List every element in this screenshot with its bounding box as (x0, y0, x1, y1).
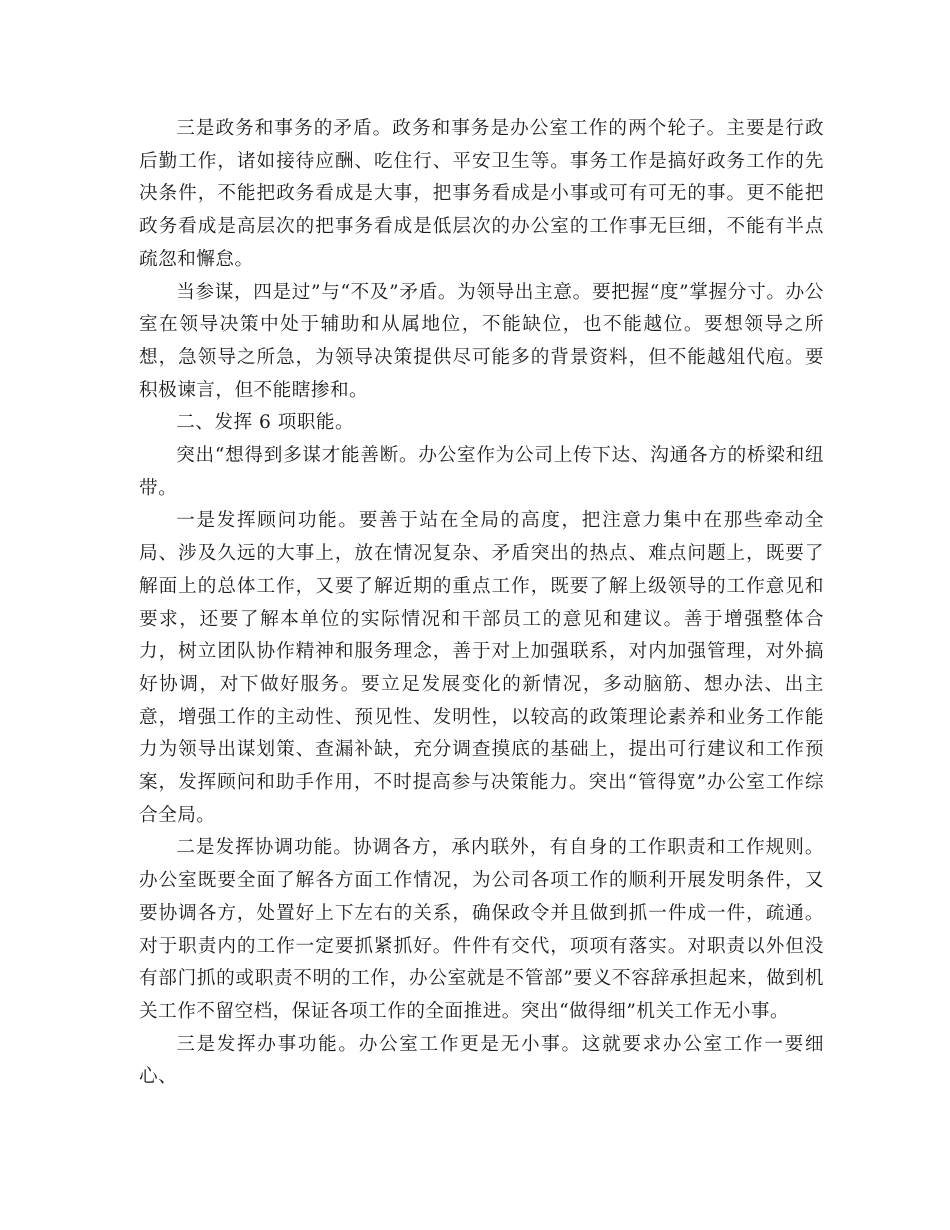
section-heading-six-functions: 二、发挥 6 项职能。 (176, 412, 355, 434)
document-body (139, 113, 824, 1094)
paragraph-coordination-function: 二是发挥协调功能。协调各方，承内联外，有自身的工作职责和工作规则。办公室既要全面了解各方面工作情况，为公司各项工作的顺利开展发明条件，又要协调各方，处置好上下左右的关系，确保政令并且做到抓一件成一件，疏通。对于职责内的工作一定要抓紧抓好。件件有交代，项项有落实。对职责以外但没有部门抓的或职责不明的工作，办公室就是不管部”要义不容辞承担起来，做到机关工作不留空档，保证各项工作的全面推进。突出“做得细”机关工作无小事。 (139, 837, 824, 1022)
paragraph-service-function: 三是发挥办事功能。办公室工作更是无小事。这就要求办公室工作一要细心、 (139, 1033, 824, 1088)
paragraph-advisory-function: 一是发挥顾问功能。要善于站在全局的高度，把注意力集中在那些牵动全局、涉及久远的大事上，放在情况复杂、矛盾突出的热点、难点问题上，既要了解面上的总体工作，又要了解近期的重点工作，既要了解上级领导的工作意见和要求，还要了解本单位的实际情况和干部员工的意见和建议。善于增强整体合力，树立团队协作精神和服务理念，善于对上加强联系，对内加强管理，对外搞好协调，对下做好服务。要立足发展变化的新情况，多动脑筋、想办法、出主意，增强工作的主动性、预见性、发明性，以较高的政策理论素养和业务工作能力为领导出谋划策、查漏补缺，充分调查摸底的基础上，提出可行建议和工作预案，发挥顾问和助手作用，不时提高参与决策能力。突出“管得宽”办公室工作综合全局。 (139, 510, 824, 826)
paragraph-advisor-degree: 当参谋，四是过”与“不及”矛盾。为领导出主意。要把握“度”掌握分寸。办公室在领导决策中处于辅助和从属地位，不能缺位，也不能越位。要想领导之所想，急领导之所急，为领导决策提供尽可能多的背景资料，但不能越俎代庖。要积极谏言，但不能瞎掺和。 (139, 281, 824, 401)
paragraph-politics-vs-affairs: 三是政务和事务的矛盾。政务和事务是办公室工作的两个轮子。主要是行政后勤工作，诸如接待应酬、吃住行、平安卫生等。事务工作是搞好政务工作的先决条件，不能把政务看成是大事，把事务看成是小事或可有可无的事。更不能把政务看成是高层次的把事务看成是低层次的办公室的工作事无巨细，不能有半点疏忽和懈怠。 (139, 118, 824, 270)
paragraph-bridge-and-link: 突出“想得到多谋才能善断。办公室作为公司上传下达、沟通各方的桥梁和纽带。 (139, 445, 824, 499)
